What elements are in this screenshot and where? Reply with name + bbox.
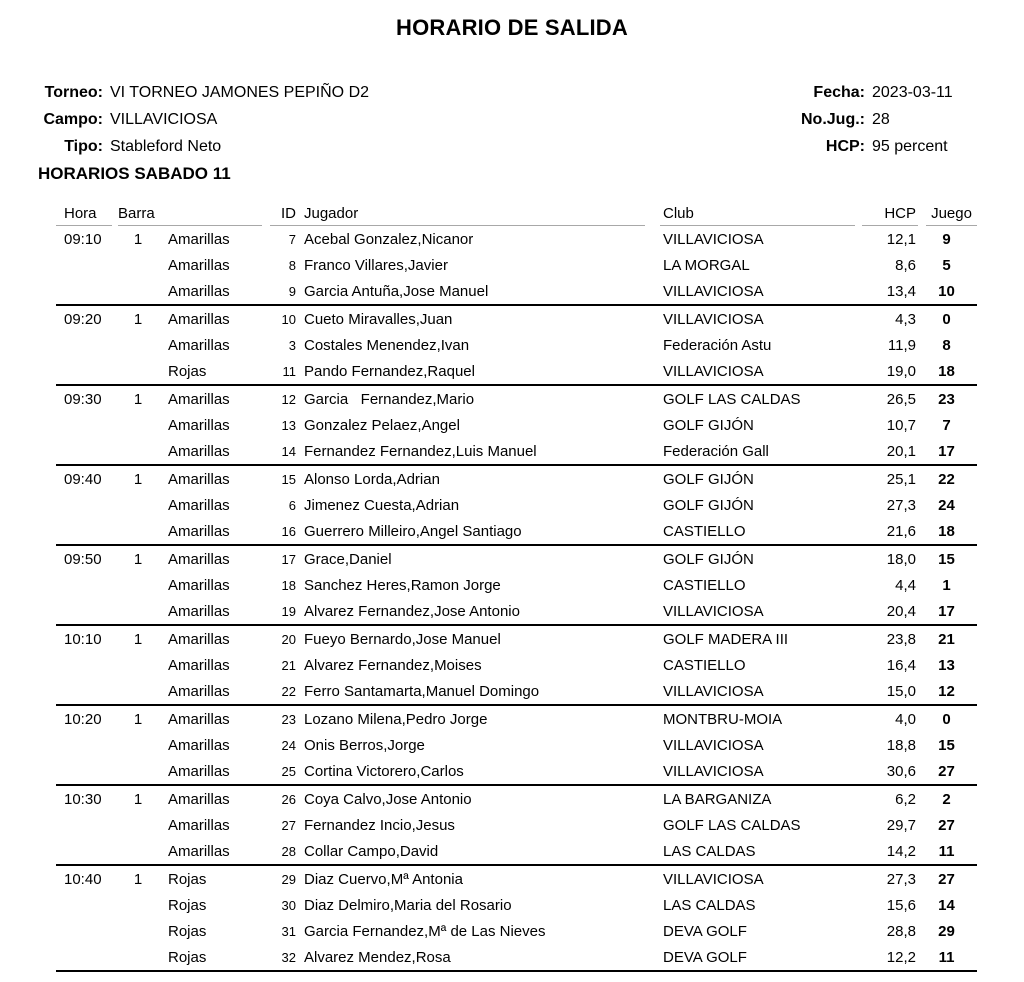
barra-cell: 1 — [133, 470, 143, 488]
player-name-cell: Sanchez Heres,Ramon Jorge — [304, 576, 501, 594]
hora-cell: 09:30 — [64, 390, 102, 408]
juego-cell: 27 — [938, 870, 955, 888]
juego-cell: 1 — [942, 576, 951, 594]
hcp-cell: 13,4 — [886, 282, 916, 300]
player-id-cell: 18 — [281, 577, 296, 593]
player-name-cell: Alvarez Mendez,Rosa — [304, 948, 451, 966]
tee-color-cell: Rojas — [168, 870, 207, 888]
start-times-table — [56, 200, 977, 972]
header-id-jugador — [270, 205, 645, 226]
hcp-cell: 16,4 — [886, 656, 916, 674]
table-row — [56, 892, 977, 918]
player-name-cell: Fernandez Incio,Jesus — [304, 816, 455, 834]
player-name-cell: Garcia Fernandez,Mario — [304, 390, 475, 408]
player-name-cell: Lozano Milena,Pedro Jorge — [304, 710, 488, 728]
juego-cell: 17 — [938, 602, 955, 620]
juego-cell: 2 — [942, 790, 951, 808]
tee-color-cell: Amarillas — [168, 496, 230, 514]
club-cell: Federación Gall — [663, 442, 769, 460]
juego-cell: 13 — [938, 656, 955, 674]
tournament-info-left — [30, 79, 369, 160]
club-cell: VILLAVICIOSA — [663, 310, 764, 328]
tee-color-cell: Amarillas — [168, 682, 230, 700]
table-row — [56, 626, 977, 652]
juego-cell: 27 — [938, 762, 955, 780]
club-cell: VILLAVICIOSA — [663, 736, 764, 754]
tee-color-cell: Rojas — [168, 896, 207, 914]
hcp-cell: 10,7 — [886, 416, 916, 434]
player-id-cell: 32 — [281, 949, 296, 965]
player-name-cell: Franco Villares,Javier — [304, 256, 448, 274]
player-id-cell: 10 — [281, 311, 296, 327]
tee-time-group — [56, 226, 977, 304]
tee-time-group — [56, 384, 977, 464]
player-id-cell: 12 — [281, 391, 296, 407]
hcp-cell: 30,6 — [886, 762, 916, 780]
club-cell: VILLAVICIOSA — [663, 230, 764, 248]
nojug-value: 28 — [872, 111, 890, 128]
player-name-cell: Diaz Cuervo,Mª Antonia — [304, 870, 463, 888]
player-name-cell: Costales Menendez,Ivan — [304, 336, 470, 354]
header-club: Club — [660, 205, 855, 226]
juego-cell: 15 — [938, 550, 955, 568]
player-id-cell: 14 — [281, 443, 296, 459]
club-cell: GOLF GIJÓN — [663, 496, 754, 514]
juego-cell: 8 — [942, 336, 951, 354]
player-id-cell: 29 — [281, 871, 296, 887]
hcp-cell: 12,2 — [886, 948, 916, 966]
juego-cell: 12 — [938, 682, 955, 700]
table-row — [56, 492, 977, 518]
table-row — [56, 358, 977, 384]
barra-cell: 1 — [133, 230, 143, 248]
juego-cell: 27 — [938, 816, 955, 834]
juego-cell: 11 — [938, 842, 955, 860]
tee-color-cell: Amarillas — [168, 442, 230, 460]
tee-color-cell: Rojas — [168, 948, 207, 966]
tee-time-group — [56, 624, 977, 704]
player-id-cell: 8 — [288, 257, 296, 273]
hcp-cell: 15,0 — [886, 682, 916, 700]
tee-color-cell: Amarillas — [168, 256, 230, 274]
hora-cell: 09:50 — [64, 550, 102, 568]
juego-cell: 0 — [942, 310, 951, 328]
hcp-cell: 6,2 — [895, 790, 916, 808]
tee-color-cell: Amarillas — [168, 790, 230, 808]
table-row — [56, 438, 977, 464]
player-name-cell: Alvarez Fernandez,Jose Antonio — [304, 602, 520, 620]
barra-cell: 1 — [133, 550, 143, 568]
info-row-campo — [30, 106, 369, 133]
juego-cell: 29 — [938, 922, 955, 940]
barra-cell: 1 — [133, 790, 143, 808]
tee-time-group — [56, 704, 977, 784]
player-id-cell: 27 — [281, 817, 296, 833]
player-id-cell: 25 — [281, 763, 296, 779]
tee-color-cell: Amarillas — [168, 390, 230, 408]
table-bottom-rule — [56, 970, 977, 972]
player-name-cell: Cueto Miravalles,Juan — [304, 310, 453, 328]
juego-cell: 5 — [942, 256, 951, 274]
juego-cell: 22 — [938, 470, 955, 488]
nojug-label: No.Jug.: — [801, 111, 865, 128]
table-row — [56, 332, 977, 358]
tipo-value: Stableford Neto — [110, 138, 222, 155]
club-cell: DEVA GOLF — [663, 922, 747, 940]
table-row — [56, 944, 977, 970]
hcp-cell: 21,6 — [886, 522, 916, 540]
table-row — [56, 598, 977, 624]
club-cell: GOLF MADERA III — [663, 630, 789, 648]
player-name-cell: Acebal Gonzalez,Nicanor — [304, 230, 474, 248]
player-id-cell: 17 — [281, 551, 296, 567]
hcp-label: HCP: — [825, 138, 865, 155]
hcp-cell: 28,8 — [886, 922, 916, 940]
tee-color-cell: Amarillas — [168, 470, 230, 488]
hora-cell: 09:10 — [64, 230, 102, 248]
tee-color-cell: Rojas — [168, 922, 207, 940]
table-row — [56, 838, 977, 864]
juego-cell: 14 — [938, 896, 955, 914]
fecha-label: Fecha: — [813, 84, 865, 101]
tee-color-cell: Amarillas — [168, 762, 230, 780]
tee-time-group — [56, 304, 977, 384]
tee-color-cell: Amarillas — [168, 576, 230, 594]
header-jugador: Jugador — [304, 205, 359, 222]
tee-color-cell: Amarillas — [168, 416, 230, 434]
hcp-value: 95 percent — [872, 138, 948, 155]
table-row — [56, 732, 977, 758]
player-name-cell: Gonzalez Pelaez,Angel — [304, 416, 460, 434]
hcp-cell: 20,4 — [886, 602, 916, 620]
club-cell: VILLAVICIOSA — [663, 682, 764, 700]
player-id-cell: 6 — [288, 497, 296, 513]
campo-value: VILLAVICIOSA — [110, 111, 218, 128]
club-cell: GOLF GIJÓN — [663, 550, 754, 568]
player-id-cell: 28 — [281, 843, 296, 859]
table-row — [56, 412, 977, 438]
player-name-cell: Ferro Santamarta,Manuel Domingo — [304, 682, 540, 700]
club-cell: GOLF GIJÓN — [663, 416, 754, 434]
player-id-cell: 19 — [281, 603, 296, 619]
player-name-cell: Alonso Lorda,Adrian — [304, 470, 440, 488]
header-barra: Barra — [118, 205, 262, 226]
club-cell: VILLAVICIOSA — [663, 282, 764, 300]
player-id-cell: 22 — [281, 683, 296, 699]
hora-cell: 10:30 — [64, 790, 102, 808]
player-id-cell: 21 — [281, 657, 296, 673]
tee-color-cell: Amarillas — [168, 816, 230, 834]
hcp-cell: 18,0 — [886, 550, 916, 568]
hcp-cell: 23,8 — [886, 630, 916, 648]
hora-cell: 10:40 — [64, 870, 102, 888]
hora-cell: 10:10 — [64, 630, 102, 648]
hcp-cell: 12,1 — [886, 230, 916, 248]
player-id-cell: 23 — [281, 711, 296, 727]
barra-cell: 1 — [133, 870, 143, 888]
tee-color-cell: Amarillas — [168, 736, 230, 754]
club-cell: LAS CALDAS — [663, 896, 756, 914]
club-cell: CASTIELLO — [663, 576, 746, 594]
header-hcp: HCP — [862, 205, 918, 226]
table-row — [56, 706, 977, 732]
player-id-cell: 24 — [281, 737, 296, 753]
tee-color-cell: Amarillas — [168, 522, 230, 540]
juego-cell: 17 — [938, 442, 955, 460]
hora-cell: 10:20 — [64, 710, 102, 728]
player-name-cell: Cortina Victorero,Carlos — [304, 762, 464, 780]
club-cell: VILLAVICIOSA — [663, 602, 764, 620]
table-row — [56, 918, 977, 944]
player-id-cell: 9 — [288, 283, 296, 299]
hcp-cell: 4,3 — [895, 310, 916, 328]
table-row — [56, 678, 977, 704]
club-cell: Federación Astu — [663, 336, 772, 354]
table-row — [56, 252, 977, 278]
hcp-cell: 25,1 — [886, 470, 916, 488]
torneo-label: Torneo: — [44, 84, 103, 101]
hcp-cell: 11,9 — [887, 336, 916, 354]
club-cell: LA MORGAL — [663, 256, 750, 274]
player-id-cell: 30 — [281, 897, 296, 913]
club-cell: VILLAVICIOSA — [663, 362, 764, 380]
hcp-cell: 19,0 — [886, 362, 916, 380]
table-row — [56, 466, 977, 492]
tee-color-cell: Amarillas — [168, 550, 230, 568]
juego-cell: 18 — [938, 362, 955, 380]
table-row — [56, 518, 977, 544]
campo-label: Campo: — [43, 111, 103, 128]
hcp-cell: 8,6 — [895, 256, 916, 274]
tee-time-group — [56, 784, 977, 864]
club-cell: GOLF LAS CALDAS — [663, 390, 801, 408]
header-hora: Hora — [56, 205, 112, 226]
player-id-cell: 26 — [281, 791, 296, 807]
tee-color-cell: Amarillas — [168, 310, 230, 328]
hcp-cell: 4,4 — [895, 576, 916, 594]
player-name-cell: Fernandez Fernandez,Luis Manuel — [304, 442, 537, 460]
tournament-info-right — [780, 79, 965, 160]
barra-cell: 1 — [133, 390, 143, 408]
table-row — [56, 758, 977, 784]
juego-cell: 15 — [938, 736, 955, 754]
barra-cell: 1 — [133, 710, 143, 728]
tipo-label: Tipo: — [64, 138, 103, 155]
tee-color-cell: Amarillas — [168, 282, 230, 300]
hcp-cell: 29,7 — [886, 816, 916, 834]
hora-cell: 09:40 — [64, 470, 102, 488]
player-name-cell: Alvarez Fernandez,Moises — [304, 656, 482, 674]
table-row — [56, 572, 977, 598]
table-header-row — [56, 200, 977, 226]
juego-cell: 23 — [938, 390, 955, 408]
table-row — [56, 652, 977, 678]
fecha-value: 2023-03-11 — [872, 84, 953, 101]
hcp-cell: 14,2 — [886, 842, 916, 860]
table-row — [56, 786, 977, 812]
hcp-cell: 4,0 — [895, 710, 916, 728]
tee-color-cell: Amarillas — [168, 656, 230, 674]
table-row — [56, 546, 977, 572]
header-id: ID — [281, 205, 296, 222]
info-row-fecha — [780, 79, 965, 106]
juego-cell: 24 — [938, 496, 955, 514]
tee-color-cell: Amarillas — [168, 602, 230, 620]
player-name-cell: Grace,Daniel — [304, 550, 392, 568]
info-row-torneo — [30, 79, 369, 106]
player-id-cell: 20 — [281, 631, 296, 647]
player-id-cell: 16 — [281, 523, 296, 539]
player-id-cell: 31 — [281, 923, 296, 939]
tee-color-cell: Amarillas — [168, 710, 230, 728]
hora-cell: 09:20 — [64, 310, 102, 328]
torneo-value: VI TORNEO JAMONES PEPIÑO D2 — [110, 84, 370, 101]
juego-cell: 21 — [938, 630, 955, 648]
player-name-cell: Onis Berros,Jorge — [304, 736, 425, 754]
club-cell: GOLF LAS CALDAS — [663, 816, 801, 834]
player-name-cell: Diaz Delmiro,Maria del Rosario — [304, 896, 512, 914]
club-cell: VILLAVICIOSA — [663, 870, 764, 888]
juego-cell: 0 — [942, 710, 951, 728]
player-name-cell: Collar Campo,David — [304, 842, 439, 860]
club-cell: VILLAVICIOSA — [663, 762, 764, 780]
player-name-cell: Jimenez Cuesta,Adrian — [304, 496, 460, 514]
club-cell: CASTIELLO — [663, 522, 746, 540]
club-cell: LA BARGANIZA — [663, 790, 772, 808]
juego-cell: 18 — [938, 522, 955, 540]
juego-cell: 9 — [942, 230, 951, 248]
player-id-cell: 13 — [281, 417, 296, 433]
tee-color-cell: Amarillas — [168, 842, 230, 860]
info-row-hcp — [780, 133, 965, 160]
player-id-cell: 3 — [288, 337, 296, 353]
juego-cell: 11 — [938, 948, 955, 966]
club-cell: MONTBRU-MOIA — [663, 710, 783, 728]
tee-color-cell: Amarillas — [168, 230, 230, 248]
player-id-cell: 15 — [281, 471, 296, 487]
hcp-cell: 15,6 — [886, 896, 916, 914]
table-row — [56, 306, 977, 332]
table-row — [56, 278, 977, 304]
club-cell: DEVA GOLF — [663, 948, 747, 966]
hcp-cell: 20,1 — [886, 442, 916, 460]
club-cell: GOLF GIJÓN — [663, 470, 754, 488]
player-id-cell: 11 — [282, 363, 296, 379]
hcp-cell: 26,5 — [886, 390, 916, 408]
tee-time-group — [56, 544, 977, 624]
player-id-cell: 7 — [288, 231, 296, 247]
tee-time-group — [56, 464, 977, 544]
info-row-tipo — [30, 133, 369, 160]
table-row — [56, 812, 977, 838]
hcp-cell: 27,3 — [886, 870, 916, 888]
player-name-cell: Pando Fernandez,Raquel — [304, 362, 475, 380]
tee-color-cell: Amarillas — [168, 336, 230, 354]
hcp-cell: 27,3 — [886, 496, 916, 514]
barra-cell: 1 — [133, 630, 143, 648]
club-cell: CASTIELLO — [663, 656, 746, 674]
player-name-cell: Garcia Fernandez,Mª de Las Nieves — [304, 922, 546, 940]
table-row — [56, 386, 977, 412]
player-name-cell: Garcia Antuña,Jose Manuel — [304, 282, 489, 300]
barra-cell: 1 — [133, 310, 143, 328]
tournament-info — [30, 79, 965, 160]
header-juego: Juego — [926, 205, 977, 226]
section-title: HORARIOS SABADO 11 — [38, 164, 231, 183]
table-body — [56, 226, 977, 970]
hcp-cell: 18,8 — [886, 736, 916, 754]
table-row — [56, 226, 977, 252]
player-name-cell: Guerrero Milleiro,Angel Santiago — [304, 522, 522, 540]
page-title: HORARIO DE SALIDA — [396, 15, 628, 40]
player-name-cell: Coya Calvo,Jose Antonio — [304, 790, 472, 808]
club-cell: LAS CALDAS — [663, 842, 756, 860]
player-name-cell: Fueyo Bernardo,Jose Manuel — [304, 630, 501, 648]
tee-color-cell: Rojas — [168, 362, 207, 380]
info-row-nojug — [780, 106, 965, 133]
table-row — [56, 866, 977, 892]
juego-cell: 10 — [938, 282, 955, 300]
tee-color-cell: Amarillas — [168, 630, 230, 648]
juego-cell: 7 — [942, 416, 951, 434]
tee-time-group — [56, 864, 977, 970]
